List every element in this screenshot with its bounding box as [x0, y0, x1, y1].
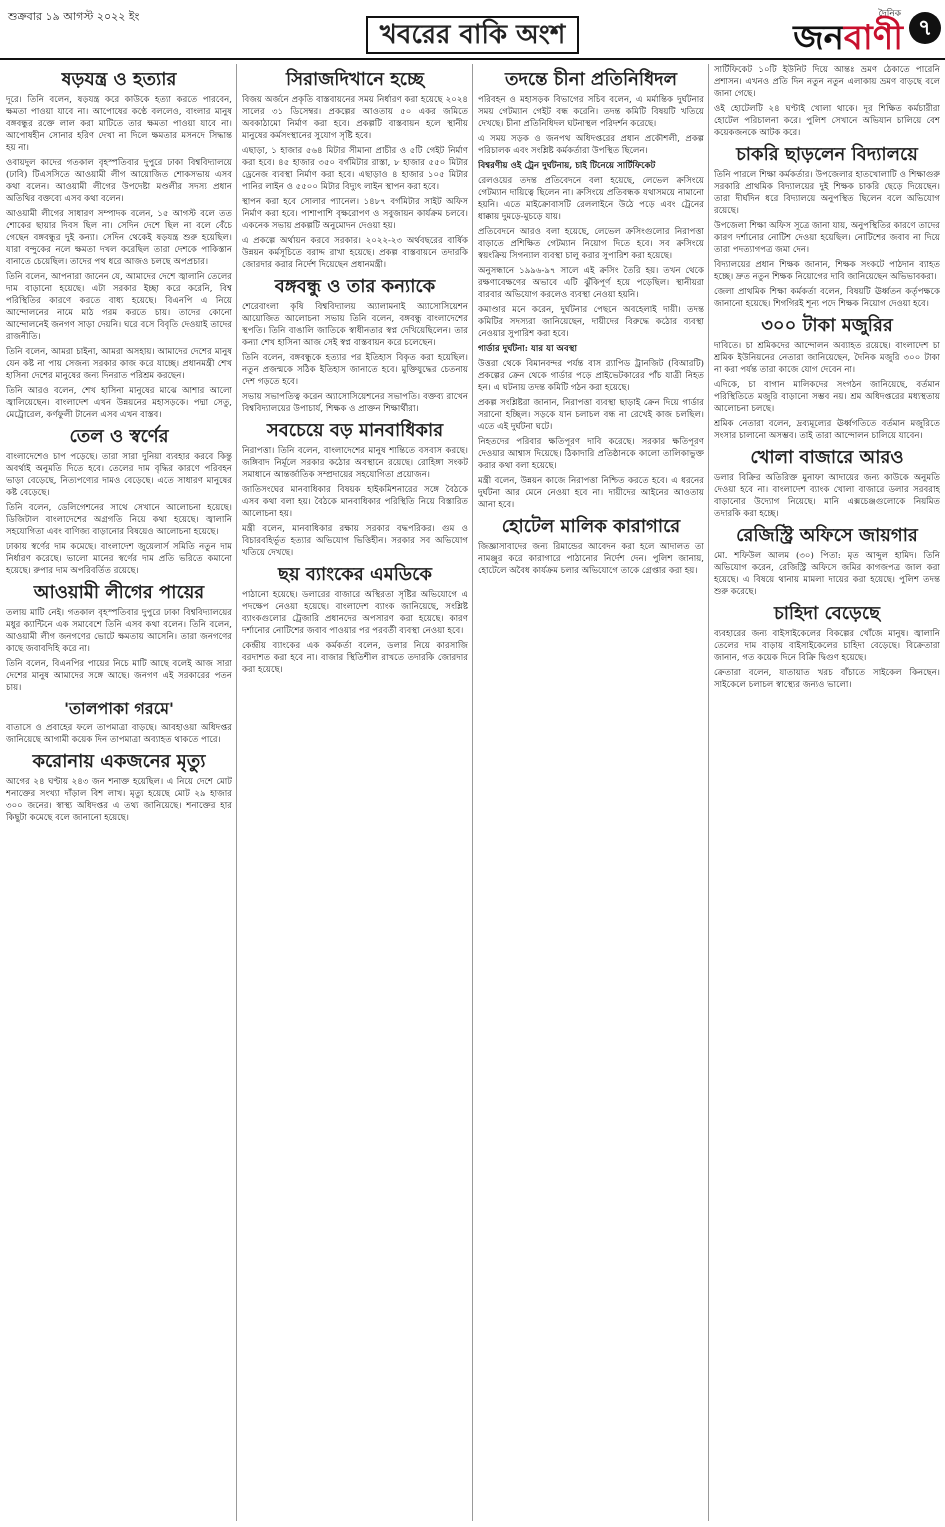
paragraph: দাবিতে। চা শ্রমিকদের আন্দোলন অব্যাহত রয়েছে। বাংলাদেশ চা শ্রমিক ইউনিয়নের নেতারা জানিয়েছেন, দৈনিক মজুরি ৩০০ টাকা না করা পর্যন্ত তারা কাজে যোগ দেবেন না। — [714, 341, 940, 375]
headline: চাকরি ছাড়লেন বিদ্যালয়ে — [736, 144, 918, 165]
brand-part-a: জন — [793, 18, 844, 58]
paragraph: জিজ্ঞাসাবাদের জন্য রিমান্ডের আবেদন করা হলে আদালত তা নামঞ্জুর করে কারাগারে পাঠানোর নির্দেশ দেন। পুলিশ জানায়, হোটেলে অবৈধ কার্যক্রম চলার অভিযোগে তাকে গ্রেপ্তার করা হয়। — [478, 542, 704, 576]
paragraph: সার্টিফিকেট ১০টি ইউনিট দিয়ে আন্তঃ ভ্রমণ ঠেকাতে পারেনি প্রশাসন। এখনও প্রতি দিন নতুন নতুন এলাকায় ভ্রমণ বাড়ছে বলে জানা গেছে। — [714, 65, 940, 99]
paragraph: এদিকে, চা বাগান মালিকদের সংগঠন জানিয়েছে, বর্তমান পরিস্থিতিতে মজুরি বাড়ানো সম্ভব নয়। শ্রম অধিদপ্তরের মধ্যস্থতায় আলোচনা চলছে। — [714, 380, 940, 414]
headline: আওয়ামী লীগের পায়ের — [33, 582, 205, 603]
column-divider — [708, 64, 709, 1521]
paragraph: নিরাপত্তা। তিনি বলেন, বাংলাদেশের মানুষ শান্তিতে বসবাস করছে। জঙ্গিবাদ নির্মূলে সরকার কঠোর অবস্থানে রয়েছে। রোহিঙ্গা সংকট সমাধানে আন্তর্জাতিক সম্প্রদায়ের সহযোগিতা প্রয়োজন। — [242, 446, 468, 480]
paragraph: এ প্রকল্পে অর্থায়ন করবে সরকার। ২০২২-২৩ অর্থবছরের বার্ষিক উন্নয়ন কর্মসূচিতে বরাদ্দ রাখা হয়েছে। প্রকল্প বাস্তবায়নে তদারকি জোরদার করার নির্দেশ দিয়েছেন প্রধানমন্ত্রী। — [242, 236, 468, 270]
masthead — [0, 0, 945, 60]
paragraph: অনুসন্ধানে ১৯৯৬-৯৭ সালে এই ক্রসিং তৈরি হয়। তখন থেকে রক্ষণাবেক্ষণের অভাবে এটি ঝুঁকিপূর্ণ হয়ে পড়েছিল। স্থানীয়রা বারবার অভিযোগ করলেও ব্যবস্থা নেওয়া হয়নি। — [478, 266, 704, 300]
paragraph: প্রকল্প সংশ্লিষ্টরা জানান, নিরাপত্তা ব্যবস্থা ছাড়াই ক্রেন দিয়ে গার্ডার সরানো হচ্ছিল। সড়কে যান চলাচল বন্ধ না রেখেই কাজ চলছিল। এতে এই দুর্ঘটনা ঘটে। — [478, 398, 704, 432]
paragraph: প্রতিবেদনে আরও বলা হয়েছে, লেভেল ক্রসিংগুলোর নিরাপত্তা বাড়াতে প্রশিক্ষিত গেটম্যান নিয়োগ দিতে হবে। সব ক্রসিংয়ে স্বয়ংক্রিয় সিগন্যাল ব্যবস্থা চালু করার সুপারিশ করা হয়েছে। — [478, 227, 704, 261]
subheading: বিশ্বরণীয় ওই ট্রেন দুর্ঘটনায়, চাই টিনেয়ে সার্টিফিকেট — [478, 161, 656, 171]
headline: সিরাজদিখানে হচ্ছে — [286, 69, 424, 90]
headline: ষড়যন্ত্র ও হত্যার — [61, 69, 177, 90]
column-divider — [236, 64, 237, 1521]
paragraph: তিনি বলেন, ডেলিগেশনের সাথে সেখানে আলোচনা হয়েছে। ডিজিটাল বাংলাদেশের অগ্রগতি নিয়ে কথা হয়েছে। জ্বালানি সহযোগিতা এবং বাণিজ্য বাড়ানোর বিষয়েও আলোচনা হয়েছে। — [6, 503, 232, 537]
paragraph: শ্রমিক নেতারা বলেন, দ্রব্যমূল্যের ঊর্ধ্বগতিতে বর্তমান মজুরিতে সংসার চালানো অসম্ভব। তাই তারা আন্দোলন চালিয়ে যাবেন। — [714, 419, 940, 441]
paragraph: বিদ্যালয়ের প্রধান শিক্ষক জানান, শিক্ষক সংকটে পাঠদান ব্যাহত হচ্ছে। দ্রুত নতুন শিক্ষক নিয়োগের দাবি জানিয়েছেন অভিভাবকরা। — [714, 260, 940, 282]
headline: ৩০০ টাকা মজুরির — [761, 315, 893, 336]
paragraph: উপজেলা শিক্ষা অফিস সূত্রে জানা যায়, অনুপস্থিতির কারণে তাদের কারণ দর্শানোর নোটিশ দেওয়া হয়েছিল। নোটিশের জবাব না দিয়ে তারা পদত্যাগপত্র জমা দেন। — [714, 221, 940, 255]
headline: তদন্তে চীনা প্রতিনিধিদল — [504, 69, 678, 90]
paragraph: ক্রেতারা বলেন, যাতায়াত খরচ বাঁচাতে সাইকেল কিনছেন। সাইকেলে চলাচল স্বাস্থ্যের জন্যও ভালো। — [714, 668, 940, 690]
headline: তেল ও স্বর্ণের — [69, 426, 169, 447]
paragraph: ব্যবহারের জন্য বাইসাইকেলের বিকল্পের খোঁজে মানুষ। জ্বালানি তেলের দাম বাড়ায় বাইসাইকেলের চাহিদা বেড়েছে। বিক্রেতারা জানান, গত কয়েক দিনে বিক্রি দ্বিগুণ হয়েছে। — [714, 629, 940, 663]
paragraph: ওবায়দুল কাদের গতকাল বৃহস্পতিবার দুপুরে ঢাকা বিশ্ববিদ্যালয়ে (ঢাবি) টিএসসিতে আওয়ামী লীগ আয়োজিত শোকসভায় এসব কথা বলেন। আওয়ামী লীগের উপদেষ্টা মণ্ডলীর সদস্য প্রধান অতিথির বক্তব্যে এসব কথা বলেন। — [6, 158, 232, 204]
issue-date: শুক্রবার ১৯ আগস্ট ২০২২ ইং — [8, 10, 140, 23]
paragraph: তলায় মাটি নেই। গতকাল বৃহস্পতিবার দুপুরে ঢাকা বিশ্ববিদ্যালয়ের মধুর ক্যান্টিনে এক সমাবেশে তিনি এসব কথা বলেন। তিনি বলেন, আওয়ামী লীগ জনগণের ভোটে ক্ষমতায় আসেনি। তারা জনগণের কাছে জবাবদিহি করে না। — [6, 608, 232, 654]
brand-part-b: বাণী — [843, 18, 903, 58]
paragraph: ডলার বিক্রির অতিরিক্ত মুনাফা আদায়ের জন্য কাউকে অনুমতি দেওয়া হবে না। বাংলাদেশ ব্যাংক খোলা বাজারে ডলার সরবরাহ বাড়ানোর উদ্যোগ নিয়েছে। মানি এক্সচেঞ্জগুলোকে নিয়মিত তদারকি করা হচ্ছে। — [714, 473, 940, 519]
column-1 — [6, 64, 232, 1521]
section-title-text: খবরের বাকি অংশ — [366, 16, 579, 54]
paragraph: মন্ত্রী বলেন, মানবাধিকার রক্ষায় সরকার বদ্ধপরিকর। গুম ও বিচারবহির্ভূত হত্যার অভিযোগ ভিত্তিহীন। সরকার সব অভিযোগ খতিয়ে দেখছে। — [242, 524, 468, 558]
paragraph: ঢাকায় স্বর্ণের দাম কমেছে। বাংলাদেশ জুয়েলার্স সমিতি নতুন দাম নির্ধারণ করেছে। ভালো মানের স্বর্ণের দাম প্রতি ভরিতে কমানো হয়েছে। রুপার দাম অপরিবর্তিত রয়েছে। — [6, 542, 232, 576]
headline: ছয় ব্যাংকের এমডিকে — [278, 564, 432, 585]
headline: করোনায় একজনের মৃত্যু — [32, 751, 206, 772]
paragraph: জেলা প্রাথমিক শিক্ষা কর্মকর্তা বলেন, বিষয়টি ঊর্ধ্বতন কর্তৃপক্ষকে জানানো হয়েছে। শিগগিরই শূন্য পদে শিক্ষক নিয়োগ দেওয়া হবে। — [714, 287, 940, 309]
paragraph: দূরে। তিনি বলেন, ষড়যন্ত্র করে কাউকে হত্যা করতে পারবেন, ক্ষমতা পাওয়া যাবে না। আপোষের কণ্ঠে বললেও, বাংলার মানুষ বঙ্গবন্ধুর রক্তে লাল করা মাটিতে তার ক্ষমতা পাওয়া যাবে না। আপোষহীন সোনার হরিণ দেখা না দিলে ক্ষমতার মসনদে সিদ্ধান্ত হয় না। — [6, 95, 232, 153]
headline: রেজিস্ট্রি অফিসে জায়গার — [736, 525, 918, 546]
brand-logo — [793, 6, 903, 58]
paragraph: মন্ত্রী বলেন, উন্নয়ন কাজে নিরাপত্তা নিশ্চিত করতে হবে। এ ধরনের দুর্ঘটনা আর মেনে নেওয়া হবে না। দায়ীদের আইনের আওতায় আনা হবে। — [478, 476, 704, 510]
paragraph: নিহতদের পরিবার ক্ষতিপূরণ দাবি করেছে। সরকার ক্ষতিপূরণ দেওয়ার আশ্বাস দিয়েছে। ঠিকাদারি প্রতিষ্ঠানকে কালো তালিকাভুক্ত করার কথা বলা হয়েছে। — [478, 437, 704, 471]
paragraph: সভায় সভাপতিত্ব করেন অ্যাসোসিয়েশনের সভাপতি। বক্তব্য রাখেন বিশ্ববিদ্যালয়ের উপাচার্য, শিক্ষক ও প্রাক্তন শিক্ষার্থীরা। — [242, 392, 468, 414]
column-3 — [478, 64, 704, 1521]
headline: 'তালপাকা গরমে' — [64, 699, 174, 718]
page-number: ৭ — [909, 12, 941, 44]
paragraph: স্থাপন করা হবে সোলার প্যানেল। ১৪৮৭ বর্গমিটার সাইট অফিস নির্মাণ করা হবে। পাশাপাশি বৃক্ষরোপণ ও সবুজায়ন কার্যক্রম চলবে। একনেক সভায় প্রকল্পটি অনুমোদন দেওয়া হয়। — [242, 197, 468, 231]
paragraph: তিনি বলেন, বঙ্গবন্ধুকে হত্যার পর ইতিহাস বিকৃত করা হয়েছিল। নতুন প্রজন্মকে সঠিক ইতিহাস জানাতে হবে। মুক্তিযুদ্ধের চেতনায় দেশ গড়তে হবে। — [242, 353, 468, 387]
paragraph: আগের ২৪ ঘণ্টায় ২৪৩ জন শনাক্ত হয়েছিল। এ নিয়ে দেশে মোট শনাক্তের সংখ্যা দাঁড়াল বিশ লাখ। মৃত্যু হয়েছে মোট ২৯ হাজার ৩০০ জনের। স্বাস্থ্য অধিদপ্তর এ তথ্য জানিয়েছে। শনাক্তের হার কিছুটা কমেছে বলে জানানো হয়েছে। — [6, 777, 232, 823]
paragraph: তিনি বলেন, আমরা চাইনা, আমরা অসহায়। আমাদের দেশের মানুষ যেন কষ্ট না পায় সেজন্য সরকার কাজ করে যাচ্ছে। প্রধানমন্ত্রী শেখ হাসিনা দেশের মানুষের জন্য দিনরাত পরিশ্রম করছেন। — [6, 347, 232, 381]
headline: খোলা বাজারে আরও — [750, 447, 904, 468]
paragraph: পরিবহন ও মহাসড়ক বিভাগের সচিব বলেন, এ মর্মান্তিক দুর্ঘটনার সময় গেটম্যান গেইট বন্ধ করেনি। তদন্ত কমিটি বিষয়টি খতিয়ে দেখছে। চীনা প্রতিনিধিদল ঘটনাস্থল পরিদর্শন করেছে। — [478, 95, 704, 129]
subheading: গার্ডার দুর্ঘটনা: যার যা অবস্থা — [478, 344, 577, 354]
paragraph: বিজয় অর্জনে প্রকৃতি বাস্তবায়নের সময় নির্ধারণ করা হয়েছে ২০২৪ সালের ৩১ ডিসেম্বর। প্রকল্পের আওতায় ৫০ একর জমিতে অবকাঠামো নির্মাণ করা হবে। প্রকল্পটি বাস্তবায়ন হলে স্থানীয় মানুষের কর্মসংস্থানের সুযোগ সৃষ্টি হবে। — [242, 95, 468, 141]
paragraph: শেরেবাংলা কৃষি বিশ্ববিদ্যালয় অ্যালামনাই অ্যাসোসিয়েশন আয়োজিত আলোচনা সভায় তিনি বলেন, বঙ্গবন্ধু বাংলাদেশের স্থপতি। তিনি বাঙালি জাতিকে স্বাধীনতার স্বপ্ন দেখিয়েছিলেন। তার কন্যা শেখ হাসিনা আজ সেই স্বপ্ন বাস্তবায়ন করে চলেছেন। — [242, 302, 468, 348]
paragraph: রেলওয়ের তদন্ত প্রতিবেদনে বলা হয়েছে, লেভেল ক্রসিংয়ে গেটম্যান দায়িত্বে ছিলেন না। ক্রসিংয়ে প্রতিবন্ধক যথাসময়ে নামানো হয়নি। এতে মাইক্রোবাসটি রেললাইনে উঠে পড়ে এবং ট্রেনের ধাক্কায় দুমড়ে-মুচড়ে যায়। — [478, 176, 704, 222]
paragraph: কমাণ্ডার মনে করেন, দুর্ঘটনার পেছনে অবহেলাই দায়ী। তদন্ত কমিটির সদস্যরা জানিয়েছেন, দায়ীদের বিরুদ্ধে কঠোর ব্যবস্থা নেওয়ার সুপারিশ করা হবে। — [478, 305, 704, 339]
headline: সবচেয়ে বড় মানবাধিকার — [266, 420, 444, 441]
headline: চাহিদা বেড়েছে — [773, 603, 881, 624]
paragraph: তিনি পারলে শিক্ষা কর্মকর্তার। উপজেলার হাতখোলাটি ও শিক্ষাগুরু সরকারি প্রাথমিক বিদ্যালয়ের দুই শিক্ষক চাকরি ছেড়ে দিয়েছেন। তারা দীর্ঘদিন ধরে বিদ্যালয়ে অনুপস্থিত ছিলেন বলে অভিযোগ রয়েছে। — [714, 170, 940, 216]
column-4 — [714, 64, 940, 1521]
paragraph: কেন্দ্রীয় ব্যাংকের এক কর্মকর্তা বলেন, ডলার নিয়ে কারসাজি বরদাশত করা হবে না। বাজার স্থিতিশীল রাখতে তদারকি জোরদার করা হয়েছে। — [242, 641, 468, 675]
paragraph: পাঠানো হয়েছে। ডলারের বাজারে অস্থিরতা সৃষ্টির অভিযোগে এ পদক্ষেপ নেওয়া হয়েছে। বাংলাদেশ ব্যাংক জানিয়েছে, সংশ্লিষ্ট ব্যাংকগুলোর ট্রেজারি প্রধানদের অপসারণ করা হয়েছে। কারণ দর্শানোর নোটিশের জবাব পাওয়ার পর পরবর্তী ব্যবস্থা নেওয়া হবে। — [242, 590, 468, 636]
paragraph: এ সময় সড়ক ও জনপথ অধিদপ্তরের প্রধান প্রকৌশলী, প্রকল্প পরিচালক এবং সংশ্লিষ্ট কর্মকর্তারা উপস্থিত ছিলেন। — [478, 134, 704, 156]
paragraph: বাতাসে ও প্রবাহের ফলে তাপমাত্রা বাড়ছে। আবহাওয়া অধিদপ্তর জানিয়েছে আগামী কয়েক দিন তাপমাত্রা অব্যাহত থাকতে পারে। — [6, 723, 232, 745]
paragraph: এছাড়া, ১ হাজার ৫৬৪ মিটার সীমানা প্রাচীর ও ৫টি গেইট নির্মাণ করা হবে। ৪৫ হাজার ৩৫০ বর্গমিটার রাস্তা, ৮ হাজার ৫৫০ মিটার ড্রেনেজ ব্যবস্থা নির্মাণ করা হবে। এছাড়াও ৪ হাজার ১০৫ মিটার পানির লাইন ও ৫৫০০ মিটার বিদ্যুৎ লাইন স্থাপন করা হবে। — [242, 146, 468, 192]
paragraph: মো. শফিউল আলম (৩০) পিতা: মৃত আব্দুল হামিদ। তিনি অভিযোগ করেন, রেজিস্ট্রি অফিসে জমির কাগজপত্র জাল করা হয়েছে। এ বিষয়ে থানায় মামলা দায়ের করা হয়েছে। পুলিশ তদন্ত শুরু করেছে। — [714, 551, 940, 597]
column-2 — [242, 64, 468, 1521]
paragraph: তিনি আরও বলেন, শেখ হাসিনা মানুষের মাঝে আশার আলো জ্বালিয়েছেন। বাংলাদেশ এখন উন্নয়নের মহাসড়কে। পদ্মা সেতু, মেট্রোরেল, কর্ণফুলী টানেল এসব এখন বাস্তব। — [6, 386, 232, 420]
column-divider — [472, 64, 473, 1521]
brand-name — [793, 18, 903, 58]
headline: বঙ্গবন্ধু ও তার কন্যাকে — [274, 276, 436, 297]
paragraph: তিনি বলেন, আপনারা জানেন যে, আমাদের দেশে জ্বালানি তেলের দাম বাড়ানো হয়েছে। এটা সরকার ইচ্ছা করে করেনি, বিশ্ব পরিস্থিতির কারণে করতে বাধ্য হয়েছে। বিএনপি এ নিয়ে আন্দোলনের নামে মাঠ গরম করতে চায়। তাদের কোনো আন্দোলনেই জনগণ সাড়া দেয়নি। ঘরে বসে বিবৃতি দেওয়াই তাদের রাজনীতি। — [6, 272, 232, 342]
paragraph: আওয়ামী লীগের সাধারণ সম্পাদক বলেন, ১৫ আগস্ট বলে তত শোকের ছায়ার দিবস ছিল না। সেদিন দেশে ছিল না বলে বেঁচে গেছেন বঙ্গবন্ধুর দুই কন্যা। সেদিন থেকেই ষড়যন্ত্র শুরু হয়েছিল। যারা বন্দুকের নলে ক্ষমতা দখল করেছিল তারা দেশকে পাকিস্তান বানাতে চেয়েছিল। তাদের পথ ধরে আজও চলছে অপপ্রচার। — [6, 209, 232, 267]
paragraph: বাংলাদেশেও চাপ পড়েছে। তারা সারা দুনিয়া ব্যবহার করবে কিন্তু অবর্থাই অনুমতি দিতে হবে। তেলের দাম বৃদ্ধির কারণে পরিবহন ভাড়া বেড়েছে, নিত্যপণ্যের দামও বেড়েছে। এতে সাধারণ মানুষের কষ্ট বেড়েছে। — [6, 452, 232, 498]
paragraph: ওই হোটেলটি ২৪ ঘণ্টাই খোলা থাকে। দূর শিক্ষিত কর্মচারীরা হোটেল পরিচালনা করে। পুলিশ সেখানে অভিযান চালিয়ে বেশ কয়েকজনকে আটক করে। — [714, 104, 940, 138]
headline: হোটেল মালিক কারাগারে — [501, 516, 681, 537]
paragraph: জাতিসংঘের মানবাধিকার বিষয়ক হাইকমিশনারের সঙ্গে বৈঠকে এসব কথা বলা হয়। বৈঠকে মানবাধিকার পরিস্থিতি নিয়ে বিস্তারিত আলোচনা হয়। — [242, 485, 468, 519]
brand-daily: দৈনিক — [878, 9, 901, 19]
paragraph: তিনি বলেন, বিএনপির পায়ের নিচে মাটি আছে বলেই আজ সারা দেশের মানুষ আমাদের সঙ্গে আছে। জনগণ এই সরকারের পতন চায়। — [6, 659, 232, 693]
paragraph: উত্তরা থেকে বিমানবন্দর পর্যন্ত বাস র‍্যাপিড ট্রানজিট (বিআরটি) প্রকল্পের ক্রেন থেকে গার্ডার পড়ে প্রাইভেটকারের পাঁচ যাত্রী নিহত হন। এ ঘটনায় তদন্ত কমিটি গঠন করা হয়েছে। — [478, 359, 704, 393]
